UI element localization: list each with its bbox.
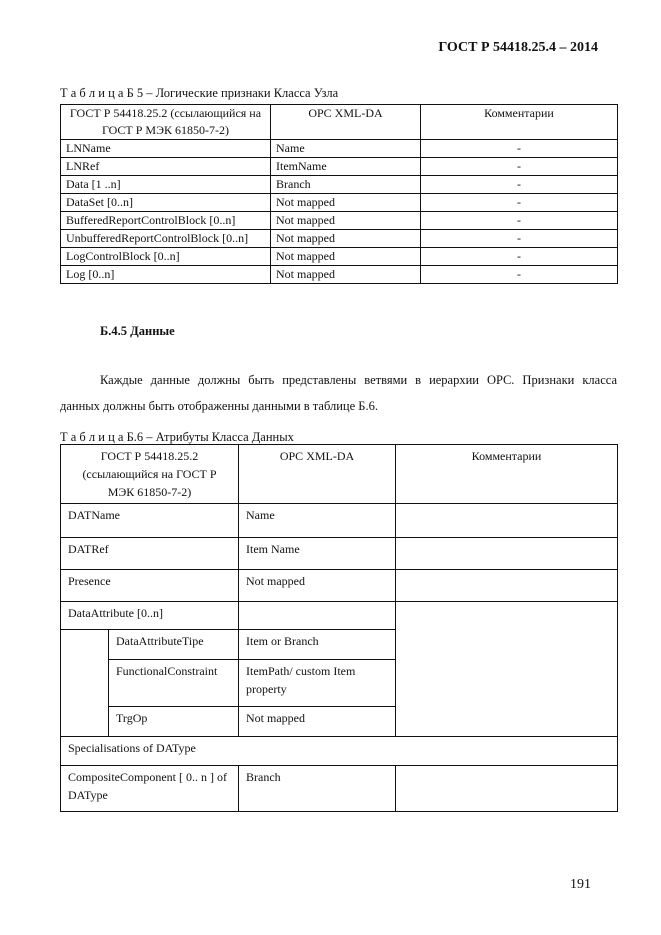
table-cell: Not mapped — [271, 248, 421, 266]
table-cell — [61, 630, 109, 737]
table-header-row — [61, 105, 618, 140]
table-cell: UnbufferedReportControlBlock [0..n] — [61, 230, 271, 248]
table-row — [61, 230, 618, 248]
table-row — [61, 570, 618, 602]
table-cell: DataSet [0..n] — [61, 194, 271, 212]
table-cell: Not mapped — [271, 194, 421, 212]
table-cell: CompositeComponent [ 0.. n ] of DAType — [61, 766, 239, 812]
document-header: ГОСТ Р 54418.25.4 – 2014 — [438, 40, 598, 55]
table-5-caption: Т а б л и ц а Б 5 – Логические признаки Класса Узла — [60, 86, 339, 100]
section-title: Б.4.5 Данные — [100, 324, 175, 338]
table-cell: Presence — [61, 570, 239, 602]
body-paragraph — [60, 367, 617, 419]
table-cell: DataAttribute [0..n] — [61, 602, 239, 630]
header-cell: Комментарии — [421, 105, 618, 140]
table-cell: DATName — [61, 504, 239, 538]
table-cell: Not mapped — [271, 230, 421, 248]
table-cell: TrgOp — [109, 707, 239, 737]
paragraph-line: Каждые данные должны быть представлены ветвями в иерархии OPC. Признаки класса — [100, 373, 617, 387]
table-header-row — [61, 445, 618, 504]
table-cell: DATRef — [61, 538, 239, 570]
table-cell: FunctionalConstraint — [109, 660, 239, 707]
table-cell — [396, 602, 618, 737]
table-cell — [239, 602, 396, 630]
table-row — [61, 266, 618, 284]
header-cell: OPC XML-DA — [239, 445, 396, 504]
table-cell: BufferedReportControlBlock [0..n] — [61, 212, 271, 230]
table-cell — [396, 570, 618, 602]
table-cell: - — [421, 266, 618, 284]
table-row — [61, 140, 618, 158]
table-cell: Data [1 ..n] — [61, 176, 271, 194]
table-cell: Not mapped — [239, 707, 396, 737]
table-row — [61, 504, 618, 538]
paragraph-line: данных должны быть отображенны данными в таблице Б.6. — [60, 399, 378, 413]
table-cell: Not mapped — [239, 570, 396, 602]
table-cell: Log [0..n] — [61, 266, 271, 284]
table-cell — [396, 504, 618, 538]
table-cell: DataAttributeTipe — [109, 630, 239, 660]
table-5 — [60, 104, 618, 284]
table-cell — [396, 538, 618, 570]
table-row — [61, 602, 618, 630]
table-cell: ItemPath/ custom Item property — [239, 660, 396, 707]
table-cell: Branch — [239, 766, 396, 812]
header-cell: ГОСТ Р 54418.25.2 (ссылающийся на ГОСТ Р МЭК 61850-7-2) — [61, 445, 239, 504]
table-cell — [396, 766, 618, 812]
table-cell: LogControlBlock [0..n] — [61, 248, 271, 266]
table-row — [61, 176, 618, 194]
table-cell: Name — [271, 140, 421, 158]
table-row — [61, 766, 618, 812]
table-cell: Specialisations of DAType — [61, 737, 618, 766]
table-row — [61, 212, 618, 230]
table-cell: Branch — [271, 176, 421, 194]
table-cell: - — [421, 158, 618, 176]
header-cell: OPC XML-DA — [271, 105, 421, 140]
table-row — [61, 737, 618, 766]
table-cell: - — [421, 176, 618, 194]
table-row — [61, 248, 618, 266]
table-row — [61, 158, 618, 176]
table-cell: Name — [239, 504, 396, 538]
table-6-caption: Т а б л и ц а Б.6 – Атрибуты Класса Данных — [60, 430, 294, 444]
header-cell: ГОСТ Р 54418.25.2 (ссылающийся на ГОСТ Р МЭК 61850-7-2) — [61, 105, 271, 140]
table-row — [61, 538, 618, 570]
table-cell: Not mapped — [271, 266, 421, 284]
table-cell: Item or Branch — [239, 630, 396, 660]
page-number: 191 — [570, 877, 591, 892]
table-cell: LNRef — [61, 158, 271, 176]
header-cell: Комментарии — [396, 445, 618, 504]
table-cell: ItemName — [271, 158, 421, 176]
table-cell: Not mapped — [271, 212, 421, 230]
table-cell: - — [421, 194, 618, 212]
table-cell: - — [421, 248, 618, 266]
table-cell: LNName — [61, 140, 271, 158]
table-cell: - — [421, 140, 618, 158]
table-cell: - — [421, 212, 618, 230]
table-cell: - — [421, 230, 618, 248]
table-6 — [60, 444, 618, 812]
table-cell: Item Name — [239, 538, 396, 570]
table-row — [61, 194, 618, 212]
